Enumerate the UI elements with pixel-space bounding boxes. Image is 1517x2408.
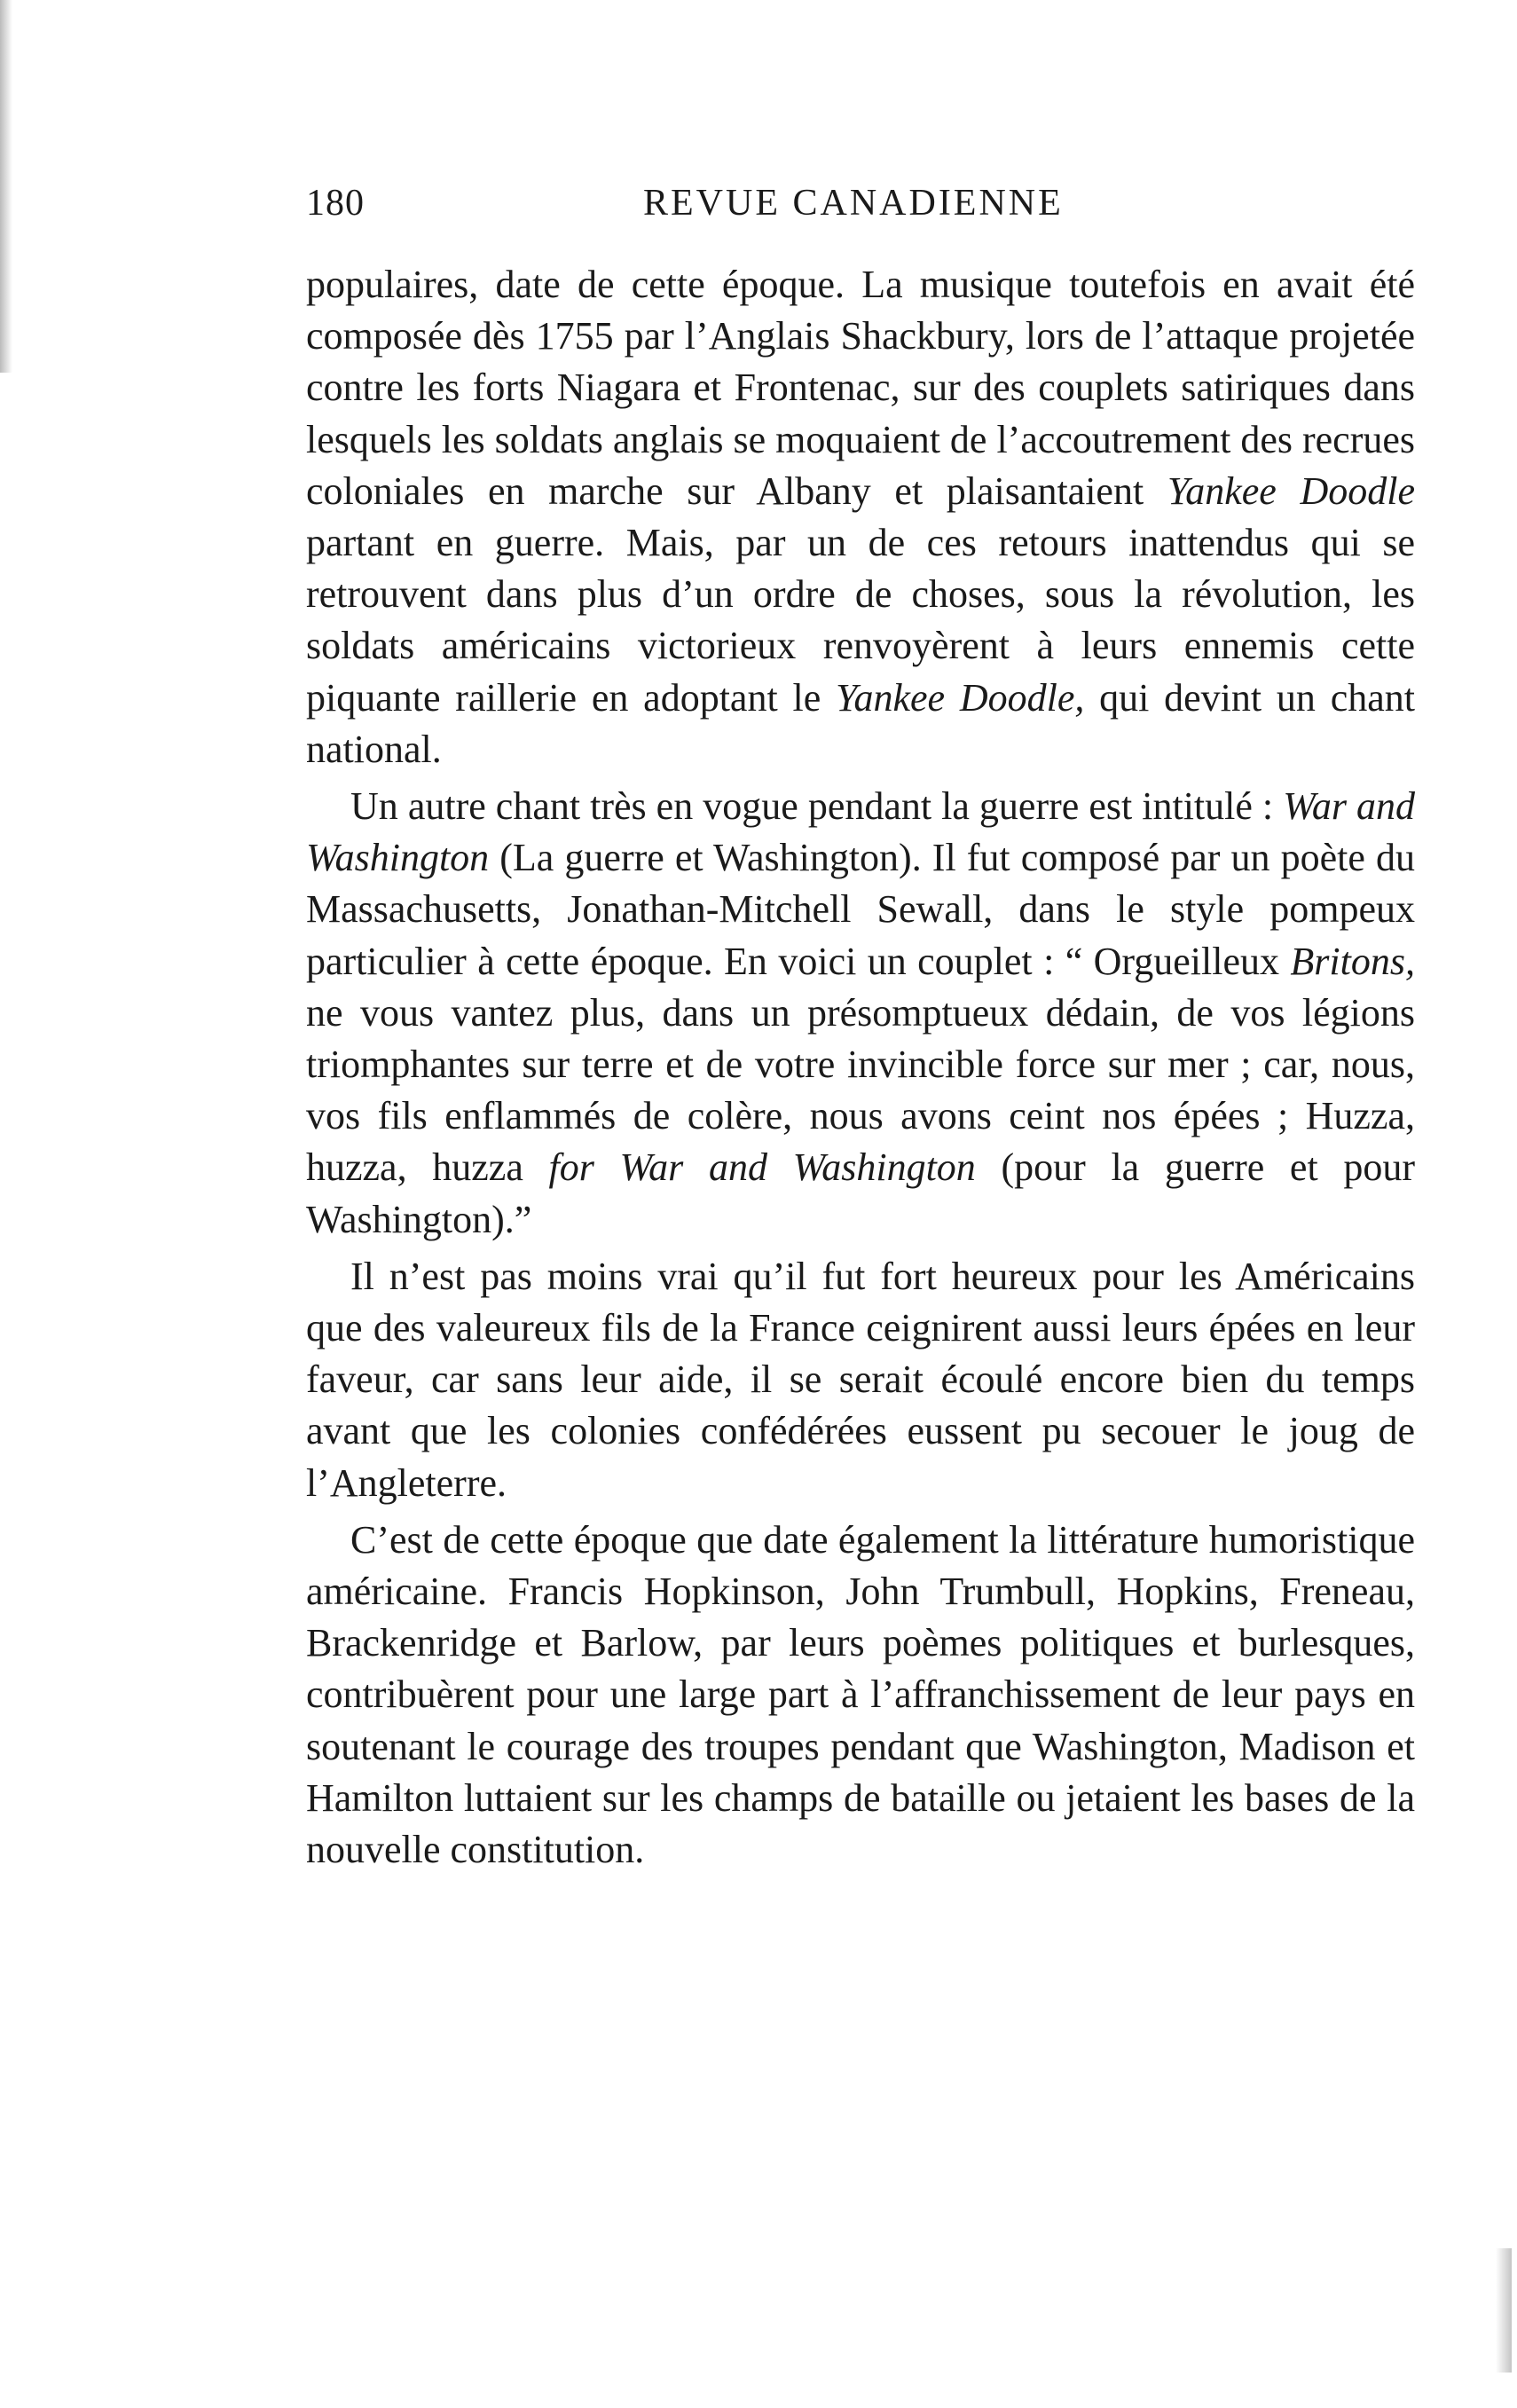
text-segment: (La guerre et Washington). Il fut composé par un poète du Massachusetts, Jonathan-Mitchell Sewall, dans le style pompeux particulier à cette époque. En voici un couplet : “ Orgueilleux [306, 836, 1415, 983]
text-segment: partant en guerre. Mais, par un de ces retours inattendus qui se retrouvent dans plus d’un ordre de choses, sous la révolution, les soldats américains victorieux renvoyèrent à leurs ennemis cette piquante raillerie en adoptant le [306, 521, 1415, 720]
body-text [306, 259, 1415, 1876]
italic-title: War and Washington [306, 784, 1415, 880]
text-segment: C’est de cette époque que date également la littérature humoristique américaine. Francis Hopkinson, John Trumbull, Hopkins, Freneau, Brackenridge et Barlow, par leurs poèmes politiques et burlesques, contribuèrent pour une large part à l’affranchissement de leur pays en soutenant le courage des troupes pendant que Washington, Madison et Hamilton luttaient sur les champs de bataille ou jetaient les bases de la nouvelle constitution. [306, 1517, 1415, 1872]
text-segment: ne vous vantez plus, dans un présomptueux dédain, de vos légions triomphantes sur terre et de votre invincible force sur mer ; car, nous, vos fils enflammés de colère, nous avons ceint nos épées ; Huzza, huzza, huzza [306, 990, 1415, 1190]
italic-title: Yankee Doodle [1167, 468, 1415, 513]
paragraph-2 [306, 781, 1415, 1246]
text-segment: populaires, date de cette époque. La musique toutefois en avait été composée dès 1755 par l’Anglais Shackbury, lors de l’attaque projetée contre les forts Niagara et Frontenac, sur des couplets satiriques dans lesquels les soldats anglais se moquaient de l’accoutrement des recrues coloniales en marche sur Albany et plaisantaient [306, 263, 1415, 513]
page-header [306, 182, 1415, 235]
paragraph-4 [306, 1515, 1415, 1876]
italic-title: for War and Washington [548, 1145, 976, 1190]
page-number: 180 [306, 183, 365, 224]
text-segment: Il n’est pas moins vrai qu’il fut fort heureux pour les Américains que des valeureux fils de la France ceignirent aussi leurs épées en leur faveur, car sans leur aide, il se serait écoulé encore bien du temps avant que les colonies confédérées eussent pu secouer le joug de l’Angleterre. [306, 1254, 1415, 1505]
italic-word: Britons, [1290, 939, 1415, 983]
text-segment: qui devint un chant national. [306, 675, 1415, 771]
text-segment: (pour la guerre et pour Washington).” [306, 1145, 1415, 1241]
running-title: REVUE CANADIENNE [643, 183, 1064, 224]
paragraph-3 [306, 1251, 1415, 1509]
scan-shadow-left [0, 0, 12, 373]
scan-shadow-right [1496, 2248, 1512, 2373]
text-segment: Un autre chant très en vogue pendant la guerre est intitulé : [350, 784, 1284, 829]
paragraph-1 [306, 259, 1415, 775]
italic-title: Yankee Doodle, [836, 675, 1085, 720]
